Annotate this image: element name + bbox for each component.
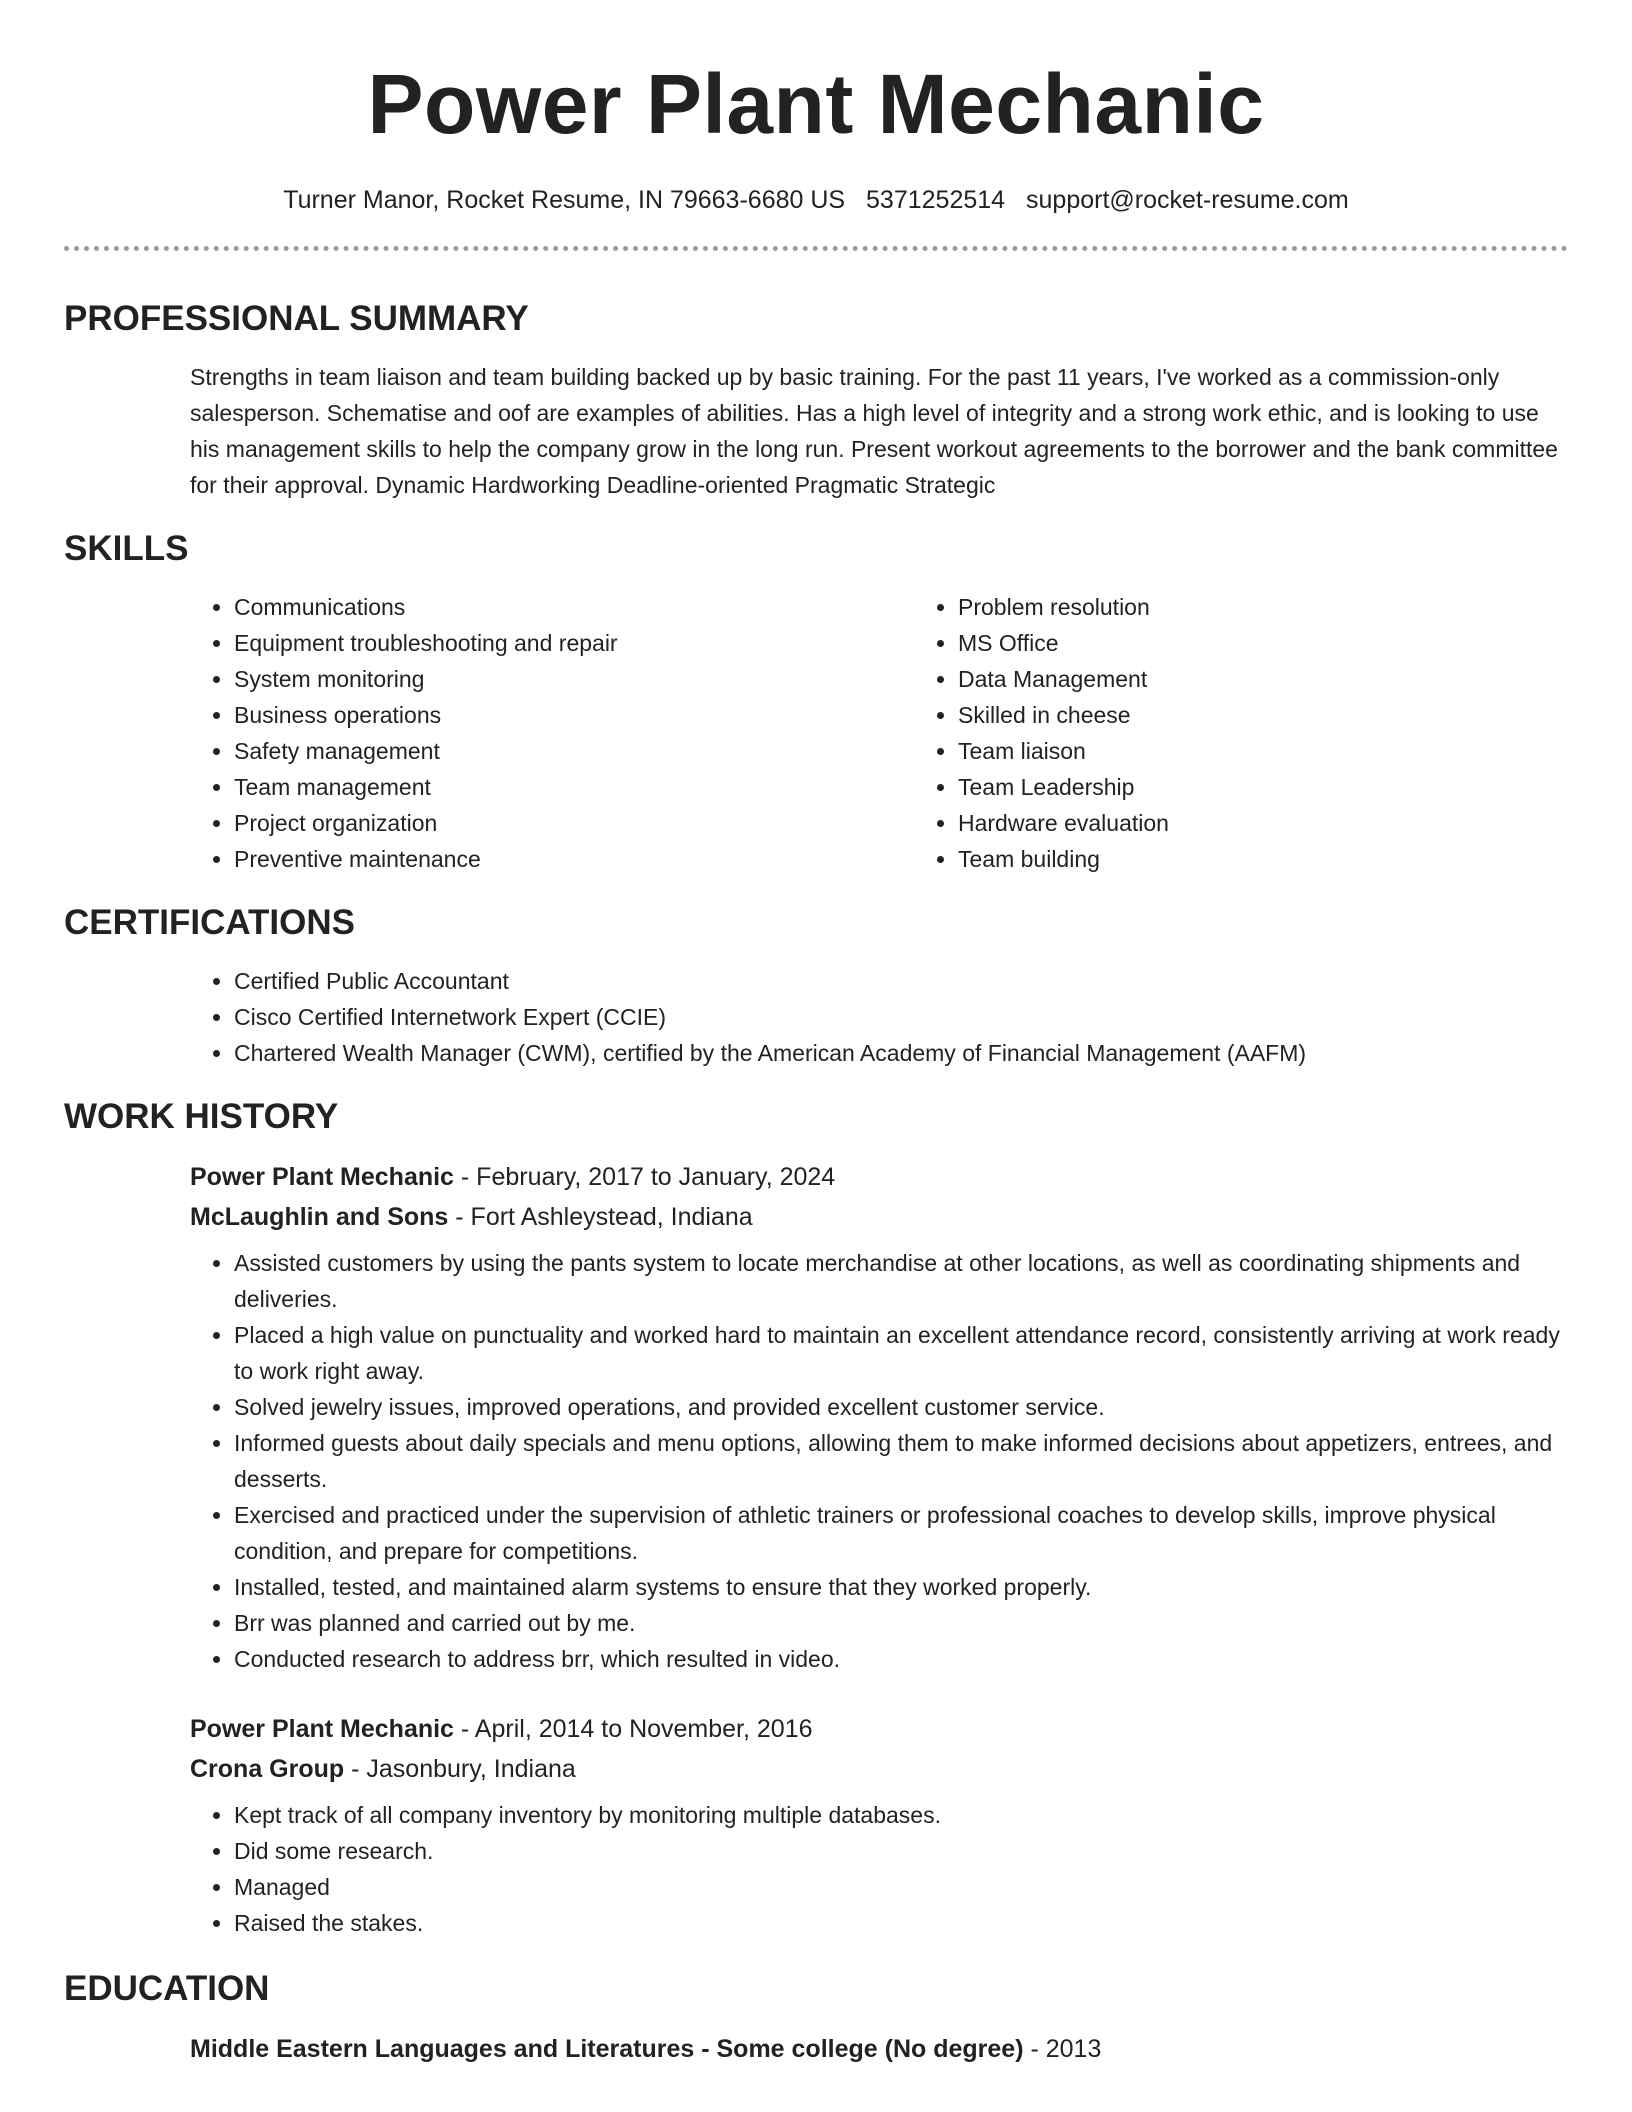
skill-item: • MS Office (958, 625, 1568, 661)
summary-title: PROFESSIONAL SUMMARY (64, 299, 529, 338)
skill-item: • Skilled in cheese (958, 697, 1568, 733)
skill-item: • Hardware evaluation (958, 805, 1568, 841)
skill-item: • Safety management (234, 733, 914, 769)
work-history-title: WORK HISTORY (64, 1097, 339, 1136)
job-bullet: • Conducted research to address brr, which resulted in video. (234, 1641, 1568, 1677)
job-role: Power Plant Mechanic (190, 1163, 454, 1191)
job-location: - Jasonbury, Indiana (344, 1755, 576, 1783)
skills-list-right (914, 589, 1568, 877)
education-year: - 2013 (1023, 2035, 1102, 2063)
job-location: - Fort Ashleystead, Indiana (448, 1203, 753, 1231)
job-entry (190, 1157, 1568, 1677)
skill-item: • Equipment troubleshooting and repair (234, 625, 914, 661)
job-dates: - April, 2014 to November, 2016 (453, 1715, 813, 1743)
skills-section (64, 527, 1568, 877)
header-divider (64, 246, 1568, 251)
skill-item: • Preventive maintenance (234, 841, 914, 877)
job-dates: - February, 2017 to January, 2024 (453, 1163, 836, 1191)
certifications-section (64, 901, 1568, 1071)
job-bullet: • Brr was planned and carried out by me. (234, 1605, 1568, 1641)
skill-item: • Team building (958, 841, 1568, 877)
summary-text: Strengths in team liaison and team building backed up by basic training. For the past 11 years, I've worked as a commission-only salesperson. Schematise and oof are examples of abilities. Has a high level of integrity and a strong work ethic, and is looking to use his management skills to help the company grow in the long run. Present workout agreements to the borrower and the bank committee for their approval. Dynamic Hardworking Deadline-oriented Pragmatic Strategic (190, 364, 1558, 498)
contact-line (64, 184, 1568, 216)
certifications-list (190, 963, 1568, 1071)
skill-item: • Team liaison (958, 733, 1568, 769)
job-title-line (190, 1157, 1568, 1197)
skill-item: • Communications (234, 589, 914, 625)
skill-item: • Team Leadership (958, 769, 1568, 805)
skills-title: SKILLS (64, 529, 189, 568)
skill-item: • Team management (234, 769, 914, 805)
job-bullet: • Placed a high value on punctuality and worked hard to maintain an excellent attendance record, consistently arriving at work ready to work right away. (234, 1317, 1568, 1389)
job-bullet: • Raised the stakes. (234, 1905, 1568, 1941)
job-bullets (190, 1245, 1568, 1677)
contact-email: support@rocket-resume.com (1026, 186, 1349, 214)
work-history-section (64, 1095, 1568, 1941)
certification-item: • Chartered Wealth Manager (CWM), certified by the American Academy of Financial Management (AAFM) (234, 1035, 1568, 1071)
skill-item: • Project organization (234, 805, 914, 841)
job-role: Power Plant Mechanic (190, 1715, 454, 1743)
job-title-line (190, 1709, 1568, 1749)
job-bullet: • Did some research. (234, 1833, 1568, 1869)
job-bullet: • Kept track of all company inventory by monitoring multiple databases. (234, 1797, 1568, 1833)
certification-item: • Certified Public Accountant (234, 963, 1568, 999)
education-title: EDUCATION (64, 1969, 270, 2008)
job-bullet: • Solved jewelry issues, improved operations, and provided excellent customer service. (234, 1389, 1568, 1425)
candidate-name: Power Plant Mechanic (367, 57, 1265, 151)
summary-section (64, 297, 1568, 503)
job-company-line (190, 1197, 1568, 1237)
job-company-line (190, 1749, 1568, 1789)
job-bullet: • Assisted customers by using the pants system to locate merchandise at other locations, as well as coordinating shipments and deliveries. (234, 1245, 1568, 1317)
job-entry (190, 1709, 1568, 1941)
skills-grid (190, 589, 1568, 877)
education-degree: Middle Eastern Languages and Literatures - Some college (No degree) (190, 2035, 1024, 2063)
skills-list-left (190, 589, 914, 877)
job-bullet: • Managed (234, 1869, 1568, 1905)
contact-phone: 5371252514 (866, 186, 1006, 214)
job-bullet: • Exercised and practiced under the supervision of athletic trainers or professional coaches to develop skills, improve physical condition, and prepare for competitions. (234, 1497, 1568, 1569)
contact-address: Turner Manor, Rocket Resume, IN 79663-6680 US (283, 186, 846, 214)
skill-item: • Problem resolution (958, 589, 1568, 625)
skill-item: • System monitoring (234, 661, 914, 697)
resume-header (64, 0, 1568, 216)
job-bullets (190, 1797, 1568, 1941)
job-company: McLaughlin and Sons (190, 1203, 449, 1231)
certification-item: • Cisco Certified Internetwork Expert (CCIE) (234, 999, 1568, 1035)
education-section (64, 1967, 1568, 2069)
skill-item: • Data Management (958, 661, 1568, 697)
education-entry (190, 2029, 1568, 2069)
job-company: Crona Group (190, 1755, 345, 1783)
skill-item: • Business operations (234, 697, 914, 733)
certifications-title: CERTIFICATIONS (64, 903, 356, 942)
job-bullet: • Installed, tested, and maintained alarm systems to ensure that they worked properly. (234, 1569, 1568, 1605)
job-bullet: • Informed guests about daily specials and menu options, allowing them to make informed decisions about appetizers, entrees, and desserts. (234, 1425, 1568, 1497)
